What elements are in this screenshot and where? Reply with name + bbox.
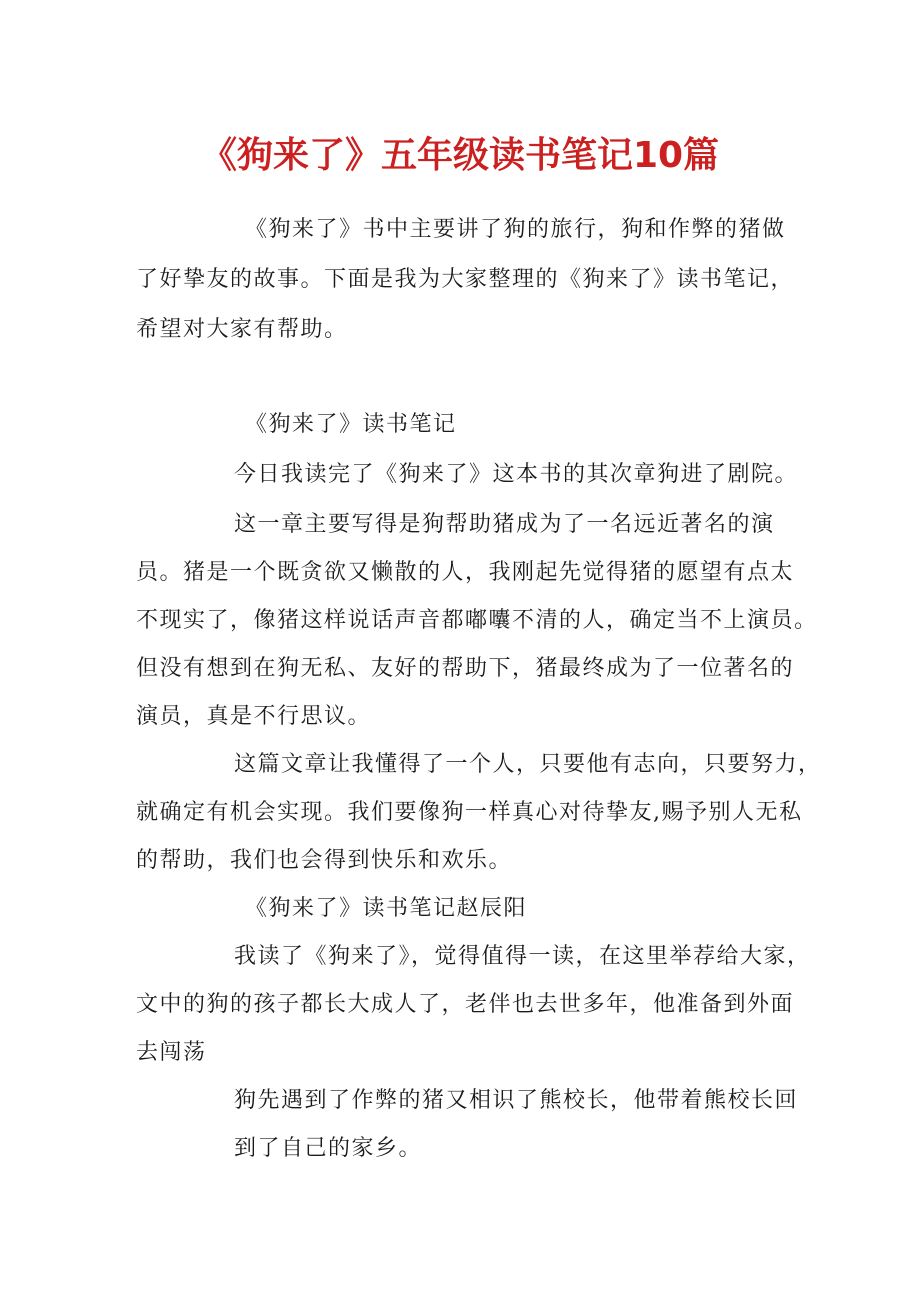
section2-heading: 《狗来了》读书笔记赵辰阳	[245, 896, 528, 921]
section1-p2-line-5: 演员，真是不行思议。	[136, 704, 372, 729]
document-title: 《狗来了》五年级读书笔记10篇	[200, 135, 720, 176]
section1-p2-line-1: 这一章主要写得是狗帮助猪成为了一名远近著名的演	[234, 512, 775, 537]
section1-p2-line-4: 但没有想到在狗无私、友好的帮助下，猪最终成为了一位著名的	[136, 656, 795, 681]
section2-p2-line-1: 狗先遇到了作弊的猪又相识了熊校长，他带着熊校长回	[234, 1088, 799, 1113]
section1-p1-line-1: 今日我读完了《狗来了》这本书的其次章狗进了剧院。	[234, 462, 799, 487]
section1-p2-line-3: 不现实了，像猪这样说话声音都嘟囔不清的人，确定当不上演员。	[136, 608, 818, 633]
section2-p1-line-3: 去闯荡	[136, 1040, 207, 1065]
section1-p3-line-2: 就确定有机会实现。我们要像狗一样真心对待挚友,赐予别人无私	[136, 800, 803, 825]
intro-line-3: 希望对大家有帮助。	[136, 317, 348, 342]
section1-p3-line-3: 的帮助，我们也会得到快乐和欢乐。	[136, 848, 513, 873]
intro-line-1: 《狗来了》书中主要讲了狗的旅行，狗和作弊的猪做	[245, 217, 786, 242]
section1-p2-line-2: 员。猪是一个既贪欲又懒散的人，我刚起先觉得猪的愿望有点太	[136, 560, 795, 585]
intro-line-2: 了好挚友的故事。下面是我为大家整理的《狗来了》读书笔记，	[136, 267, 795, 292]
section1-p3-line-1: 这篇文章让我懂得了一个人，只要他有志向，只要努力，	[234, 752, 822, 777]
section2-p2-line-2: 到了自己的家乡。	[234, 1136, 423, 1161]
section2-p1-line-1: 我读了《狗来了》，觉得值得一读，在这里举荐给大家，	[234, 944, 811, 969]
section2-p1-line-2: 文中的狗的孩子都长大成人了，老伴也去世多年，他准备到外面	[136, 992, 795, 1017]
section1-heading: 《狗来了》读书笔记	[245, 412, 457, 437]
